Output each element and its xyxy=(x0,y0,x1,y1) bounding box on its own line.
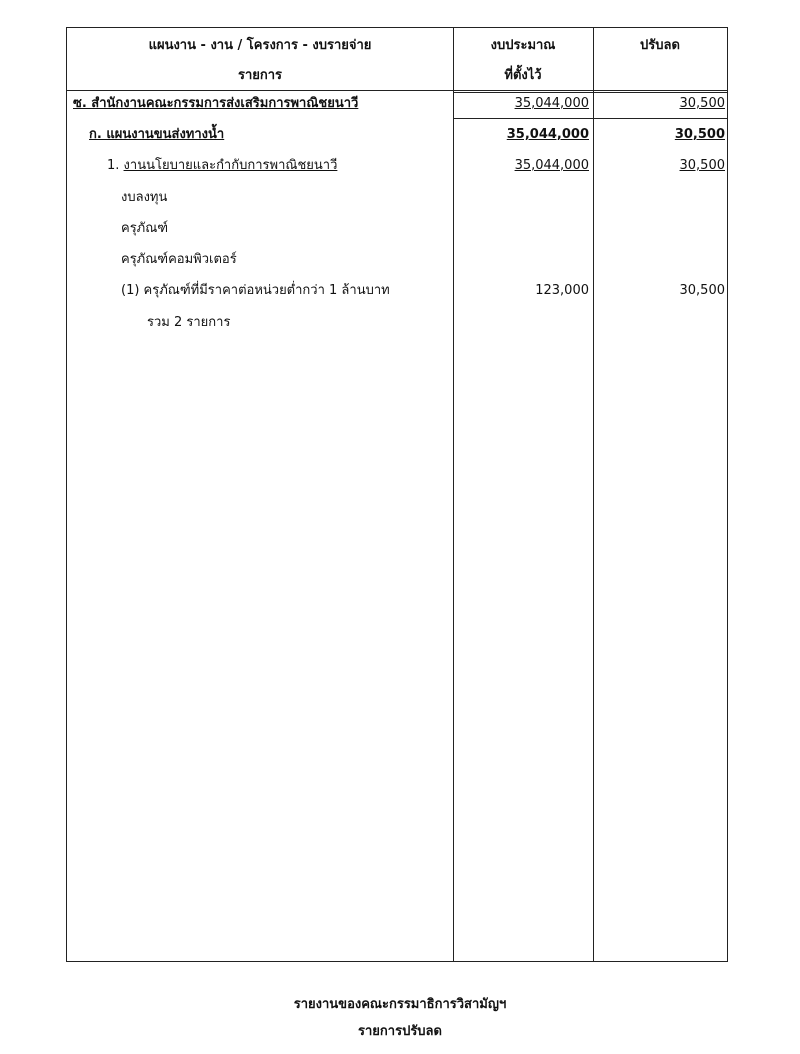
row-budget: 123,000 xyxy=(535,283,589,298)
row-prefix: 1. xyxy=(107,158,120,173)
column-divider-1 xyxy=(453,28,454,961)
row-cut: 30,500 xyxy=(679,158,725,173)
row-label: รวม 2 รายการ xyxy=(147,315,231,330)
row-budget: 35,044,000 xyxy=(506,127,589,142)
row-label-text: งานนโยบายและกำกับการพาณิชยนาวี xyxy=(123,158,338,173)
footer-line1: รายงานของคณะกรรมาธิการวิสามัญฯ xyxy=(293,997,507,1012)
row-cut: 30,500 xyxy=(679,96,725,111)
row-label: ก. แผนงานขนส่งทางน้ำ xyxy=(89,127,225,142)
row-cut: 30,500 xyxy=(679,283,725,298)
header-col1-line1: แผนงาน - งาน / โครงการ - งบรายจ่าย xyxy=(148,38,372,53)
footer-line2: รายการปรับลด xyxy=(358,1024,442,1039)
row-budget: 35,044,000 xyxy=(514,158,589,173)
row-label: (1) ครุภัณฑ์ที่มีราคาต่อหน่วยต่ำกว่า 1 ล้านบาท xyxy=(121,283,390,298)
row-budget: 35,044,000 xyxy=(514,96,589,111)
header-col2-line2: ที่ตั้งไว้ xyxy=(504,68,542,83)
row-label: งบลงทุน xyxy=(121,190,168,205)
header-col1-line2: รายการ xyxy=(237,68,283,83)
header-col2-line1: งบประมาณ xyxy=(490,38,556,53)
row-label: ครุภัณฑ์ xyxy=(121,221,169,236)
row-cut: 30,500 xyxy=(674,127,725,142)
row-label xyxy=(107,158,337,174)
header-divider xyxy=(67,90,727,91)
row-label: ซ. สำนักงานคณะกรรมการส่งเสริมการพาณิชยนาวี xyxy=(73,96,359,111)
row-label: ครุภัณฑ์คอมพิวเตอร์ xyxy=(121,252,237,267)
row-bottom-rule xyxy=(453,118,727,119)
column-divider-2 xyxy=(593,28,594,961)
budget-table xyxy=(66,27,728,962)
row-top-rule xyxy=(453,92,727,93)
header-col3: ปรับลด xyxy=(640,38,680,53)
